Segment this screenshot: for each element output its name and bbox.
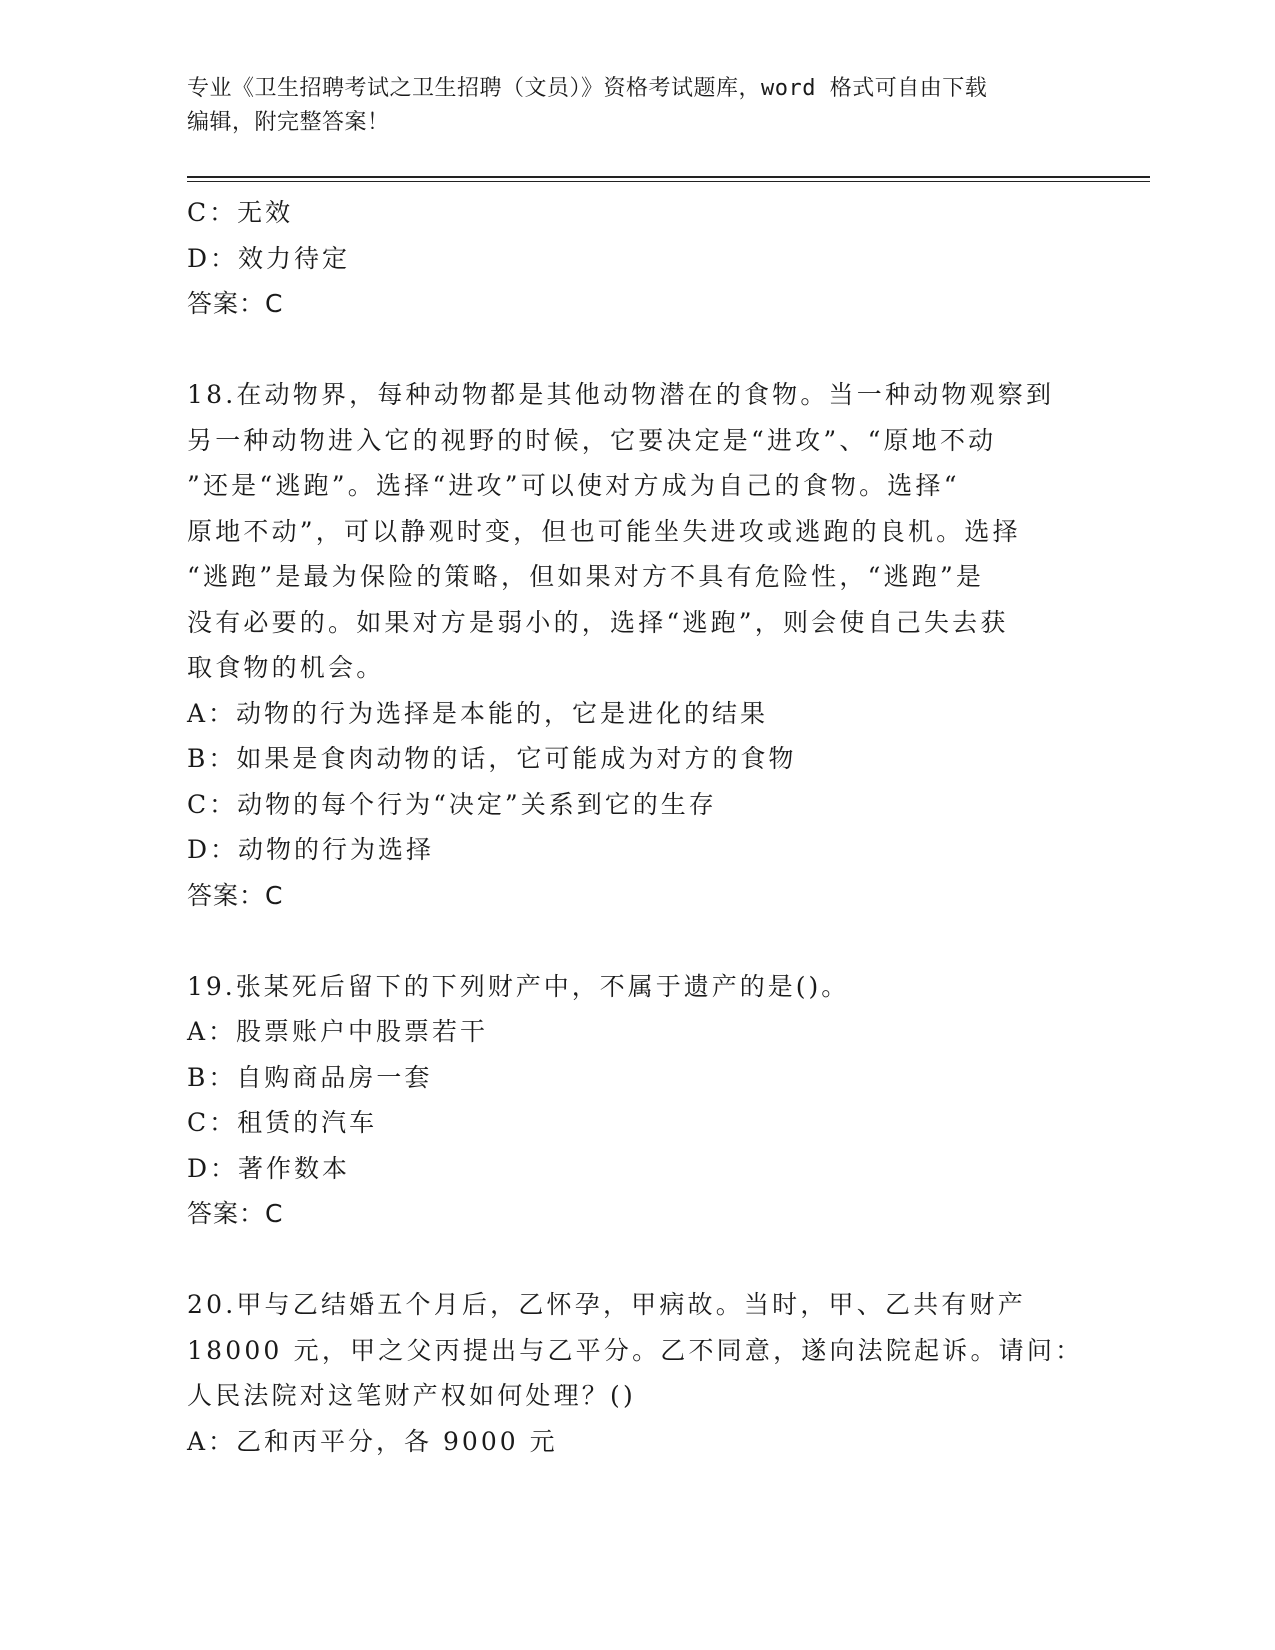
spacer [187,327,1087,373]
question-18 [187,372,1087,918]
option-d: D：效力待定 [187,243,351,273]
option-a: A：乙和丙平分，各 9000 元 [187,1426,558,1456]
stem-line: ”还是“逃跑”。选择“进攻”可以使对方成为自己的食物。选择“ [187,471,960,500]
stem-line: 另一种动物进入它的视野的时候，它要决定是“进攻”、“原地不动 [187,425,997,455]
stem-line: 18000 元，甲之父丙提出与乙平分。乙不同意，遂向法院起诉。请问： [187,1335,1084,1365]
stem-line: 没有必要的。如果对方是弱小的，选择“逃跑”，则会使自己失去获 [187,607,1009,637]
spacer [187,1237,1087,1283]
page-header [187,72,1087,140]
stem-line: 20.甲与乙结婚五个月后，乙怀孕，甲病故。当时，甲、乙共有财产 [187,1290,1026,1319]
question-stem [187,372,1087,691]
question-17-tail [187,190,1087,327]
option-b: B：如果是食肉动物的话，它可能成为对方的食物 [187,744,797,773]
option-c: C：无效 [187,198,294,227]
option-c: C：租赁的汽车 [187,1108,378,1137]
option-b: B：自购商品房一套 [187,1062,433,1092]
stem-line: “逃跑”是最为保险的策略，但如果对方不具有危险性，“逃跑”是 [187,562,985,591]
header-line-1: 专业《卫生招聘考试之卫生招聘（文员）》资格考试题库，word 格式可自由下载 [187,76,988,101]
answer-line: 答案：C [187,880,284,910]
header-divider [187,176,1150,182]
stem-line: 原地不动”，可以静观时变，但也可能坐失进攻或逃跑的良机。选择 [187,516,1021,546]
spacer [187,918,1087,964]
stem-line: 人民法院对这笔财产权如何处理？() [187,1381,636,1410]
option-d: D：著作数本 [187,1153,351,1183]
question-19 [187,964,1087,1237]
option-a: A：动物的行为选择是本能的，它是进化的结果 [187,698,769,728]
stem-line: 取食物的机会。 [187,653,385,682]
document-body [187,190,1087,1464]
header-line-2: 编辑，附完整答案！ [187,110,390,135]
question-stem: 19.张某死后留下的下列财产中，不属于遗产的是()。 [187,971,850,1001]
option-c: C：动物的每个行为“决定”关系到它的生存 [187,789,717,819]
question-stem [187,1282,1087,1419]
answer-line: 答案：C [187,289,284,318]
stem-line: 18.在动物界，每种动物都是其他动物潜在的食物。当一种动物观察到 [187,380,1055,409]
answer-line: 答案：C [187,1199,284,1228]
option-d: D：动物的行为选择 [187,835,435,864]
question-20 [187,1282,1087,1464]
option-a: A：股票账户中股票若干 [187,1017,489,1046]
